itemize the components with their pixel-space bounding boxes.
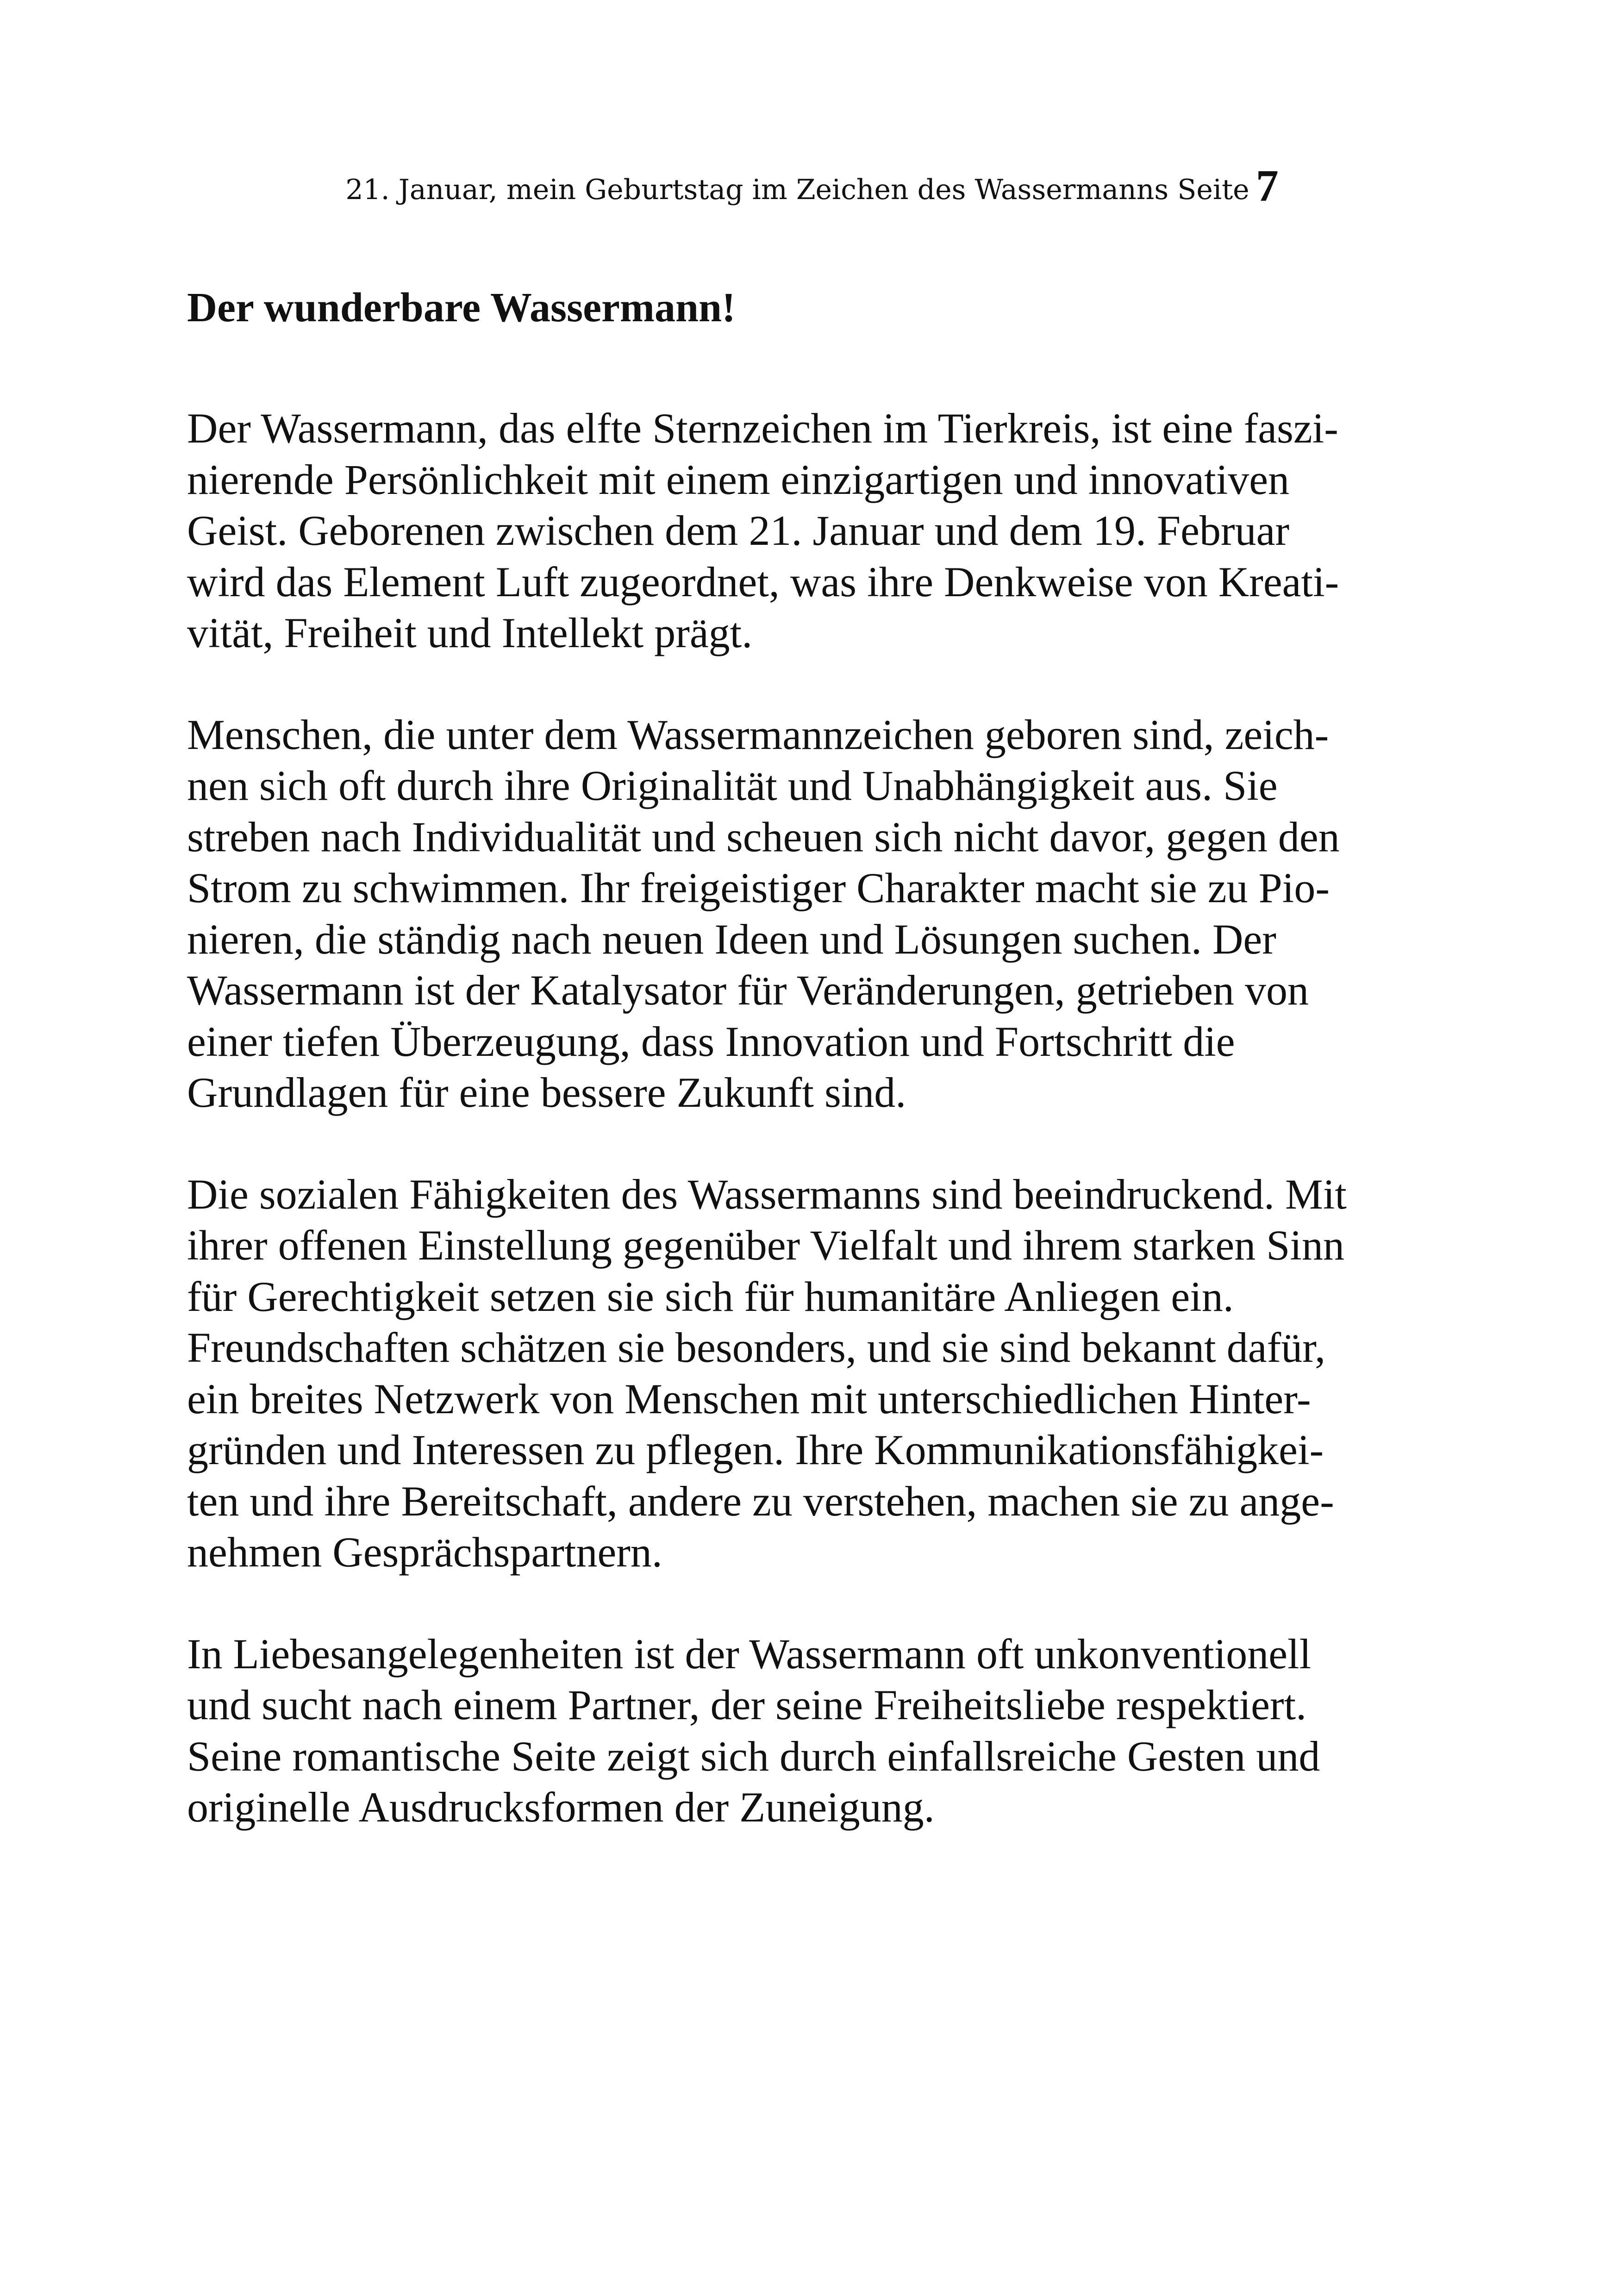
text-line: vität, Freiheit und Intellekt prägt. — [187, 609, 753, 656]
text-line: wird das Element Luft zugeordnet, was ihre Denkweise von Kreati- — [187, 558, 1339, 605]
paragraph-2 — [187, 709, 1460, 1118]
text-line: streben nach Individualität und scheuen sich nicht davor, gegen den — [187, 813, 1340, 861]
text-line: gründen und Interessen zu pflegen. Ihre Kommunikationsfähigkei- — [187, 1426, 1324, 1473]
section-title: Der wunderbare Wassermann! — [187, 285, 736, 331]
text-line: originelle Ausdrucksformen der Zuneigung. — [187, 1784, 935, 1831]
paragraph-4 — [187, 1628, 1460, 1833]
text-line: Strom zu schwimmen. Ihr freigeistiger Charakter macht sie zu Pio- — [187, 864, 1330, 911]
paragraph-3 — [187, 1169, 1460, 1578]
page-number: 7 — [1255, 161, 1279, 211]
text-line: Menschen, die unter dem Wassermannzeichen geboren sind, zeich- — [187, 711, 1329, 758]
text-line: Der Wassermann, das elfte Sternzeichen im Tierkreis, ist eine faszi- — [187, 405, 1338, 452]
paragraph-1 — [187, 403, 1460, 659]
text-line: Seine romantische Seite zeigt sich durch einfallsreiche Gesten und — [187, 1732, 1320, 1780]
text-line: ein breites Netzwerk von Menschen mit unterschiedlichen Hinter- — [187, 1375, 1311, 1422]
running-header-title: 21. Januar, mein Geburtstag im Zeichen des Wassermanns Seite — [345, 174, 1249, 206]
body-text — [187, 403, 1460, 1883]
text-line: für Gerechtigkeit setzen sie sich für humanitäre Anliegen ein. — [187, 1272, 1234, 1320]
text-line: Die sozialen Fähigkeiten des Wassermanns sind beeindruckend. Mit — [187, 1170, 1347, 1218]
running-header — [0, 163, 1624, 213]
text-line: In Liebesangelegenheiten ist der Wassermann oft unkonventionell — [187, 1630, 1312, 1678]
text-line: ten und ihre Bereitschaft, andere zu verstehen, machen sie zu ange- — [187, 1477, 1334, 1525]
text-line: nen sich oft durch ihre Originalität und Unabhängigkeit aus. Sie — [187, 762, 1278, 809]
text-line: Geist. Geborenen zwischen dem 21. Januar und dem 19. Februar — [187, 507, 1290, 554]
text-line: nierende Persönlichkeit mit einem einzigartigen und innovativen — [187, 455, 1290, 503]
text-line: einer tiefen Überzeugung, dass Innovation und Fortschritt die — [187, 1017, 1235, 1065]
text-line: Freundschaften schätzen sie besonders, und sie sind bekannt dafür, — [187, 1324, 1326, 1371]
text-line: nieren, die ständig nach neuen Ideen und Lösungen suchen. Der — [187, 915, 1276, 963]
text-line: nehmen Gesprächspartnern. — [187, 1528, 662, 1576]
text-line: ihrer offenen Einstellung gegenüber Vielfalt und ihrem starken Sinn — [187, 1222, 1344, 1269]
text-line: und sucht nach einem Partner, der seine Freiheitsliebe respektiert. — [187, 1681, 1307, 1728]
text-line: Wassermann ist der Katalysator für Veränderungen, getrieben von — [187, 967, 1309, 1014]
text-line: Grundlagen für eine bessere Zukunft sind. — [187, 1069, 906, 1116]
